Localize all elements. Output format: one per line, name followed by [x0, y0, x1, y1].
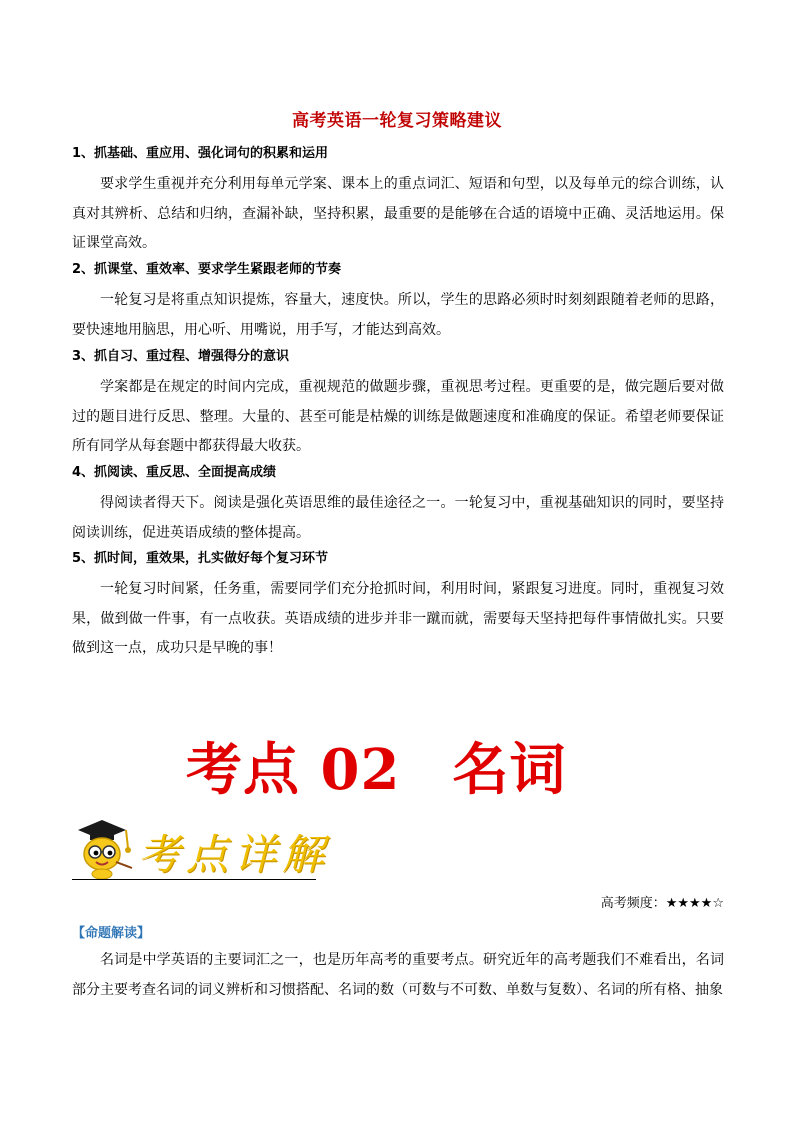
- section-2: [72, 260, 724, 345]
- topic-intro: [72, 946, 724, 1005]
- intro-paragraph: 名词是中学英语的主要词汇之一，也是历年高考的重要考点。研究近年的高考题我们不难看出，名词部分主要考查名词的词义辨析和习惯搭配、名词的数（可数与不可数、单数与复数）、名词的所有格、抽象: [72, 952, 724, 998]
- section-tag: 【命题解读】: [72, 926, 151, 941]
- section-heading: 5、抓时间，重效果，扎实做好每个复习环节: [72, 551, 329, 566]
- section-body: 学案都是在规定的时间内完成，重视规范的做题步骤，重视思考过程。更重要的是，做完题后要对做过的题目进行反思、整理。大量的、甚至可能是枯燥的训练是做题速度和准确度的保证。希望老师要保证所有同学从每套题中都获得最大收获。: [72, 379, 724, 454]
- section-heading: 3、抓自习、重过程、增强得分的意识: [72, 349, 290, 364]
- section-4: [72, 463, 724, 548]
- section-body: 得阅读者得天下。阅读是强化英语思维的最佳途径之一。一轮复习中，重视基础知识的同时，要坚持阅读训练，促进英语成绩的整体提高。: [72, 495, 724, 541]
- topic-name: 名词: [452, 737, 567, 803]
- section-body: 一轮复习是将重点知识提炼，容量大，速度快。所以，学生的思路必须时时刻刻跟随着老师的思路，要快速地用脑思，用心听、用嘴说，用手写，才能达到高效。: [72, 292, 724, 338]
- section-1: [72, 144, 724, 259]
- section-5: [72, 549, 724, 664]
- topic-title: [186, 726, 566, 806]
- topic-badge: [72, 816, 332, 882]
- frequency-rating: [601, 892, 724, 911]
- section-3: [72, 347, 724, 462]
- frequency-stars: ★★★★☆: [665, 896, 724, 911]
- section-body: 要求学生重视并充分利用每单元学案、课本上的重点词汇、短语和句型，以及每单元的综合训练，认真对其辨析、总结和归纳，查漏补缺，坚持积累，最重要的是能够在合适的语境中正确、灵活地运用。保证课堂高效。: [72, 176, 724, 251]
- topic-number: 考点 02: [186, 737, 401, 803]
- page-title: 高考英语一轮复习策略建议: [292, 111, 502, 131]
- badge-underline: [72, 879, 316, 880]
- section-heading: 2、抓课堂、重效率、要求学生紧跟老师的节奏: [72, 262, 342, 277]
- section-heading: 1、抓基础、重应用、强化词句的积累和运用: [72, 146, 329, 161]
- frequency-label: 高考频度：: [600, 896, 666, 911]
- section-body: 一轮复习时间紧，任务重，需要同学们充分抢抓时间，利用时间，紧跟复习进度。同时，重视复习效果，做到做一件事，有一点收获。英语成绩的进步并非一蹴而就，需要每天坚持把每件事情做扎实。只要做到这一点，成功只是早晚的事！: [72, 581, 724, 656]
- graduate-mascot-icon: [72, 818, 136, 880]
- section-heading: 4、抓阅读、重反思、全面提高成绩: [72, 465, 277, 480]
- badge-label: 考点详解: [138, 830, 331, 879]
